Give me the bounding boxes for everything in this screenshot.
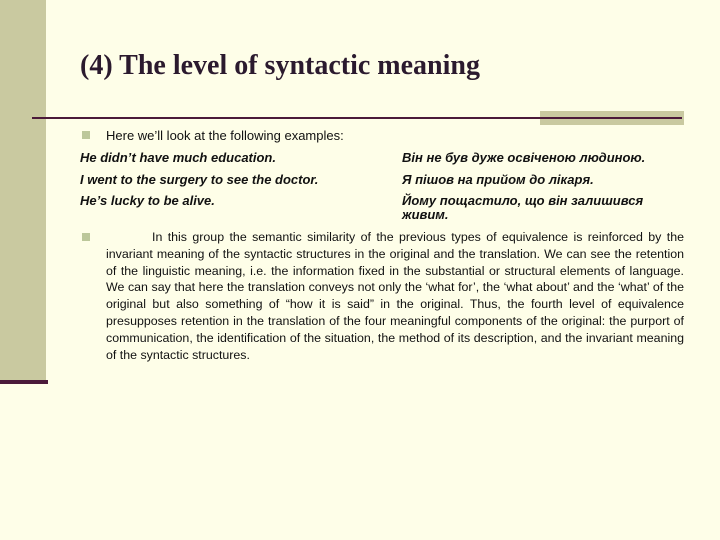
example-en-2: I went to the surgery to see the doctor. — [80, 172, 319, 187]
bullet-icon — [82, 233, 90, 241]
left-decor-band — [0, 0, 46, 384]
example-uk-2: Я пішов на прийом до лікаря. — [402, 172, 594, 187]
example-en-3: He’s lucky to be alive. — [80, 193, 215, 208]
example-uk-1: Він не був дуже освіченою людиною. — [402, 150, 646, 165]
bullet-icon — [82, 131, 90, 139]
left-decor-rule — [0, 380, 48, 384]
slide-title: (4) The level of syntactic meaning — [80, 50, 480, 81]
example-uk-3: Йому пощастило, що він залишився живим. — [402, 193, 644, 222]
example-en-1: He didn’t have much education. — [80, 150, 276, 165]
title-underline — [32, 117, 682, 119]
body-paragraph: In this group the semantic similarity of the previous types of equivalence is reinforced by the invariant meaning of the syntactic structures in the original and the translation. We can see the retention of the linguistic meaning, i.e. the information fixed in the substantial or structural elements of language. We can say that here the translation conveys not only the ‘what for’, the ‘what about’ and the ‘what’ of the original but also something of “how it is said” in the original. Thus, the fourth level of equivalence presupposes retention in the translation of the four meaningful components of the original: the purport of communication, the identification of the situation, the method of its description, and the invariant meaning of the syntactic structures. — [106, 230, 684, 362]
intro-text: Here we’ll look at the following examples: — [106, 128, 344, 143]
